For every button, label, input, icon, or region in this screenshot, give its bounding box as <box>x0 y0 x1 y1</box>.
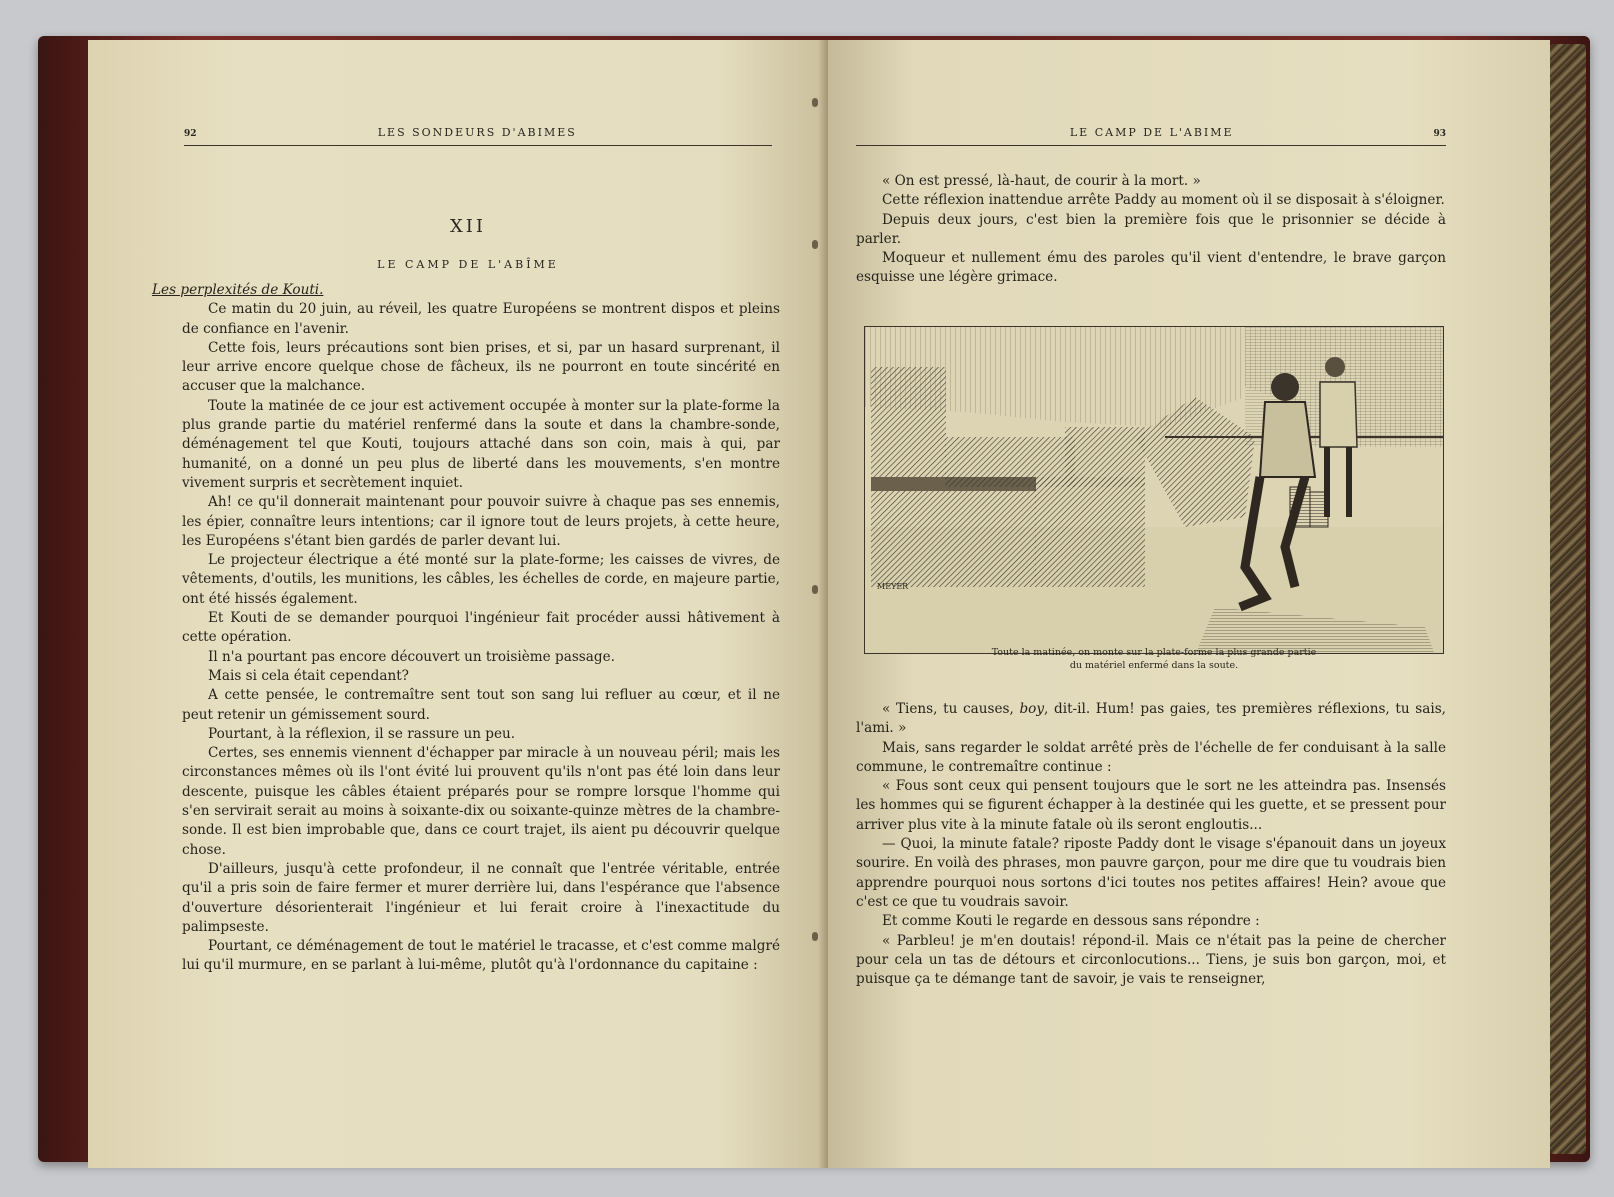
paragraph: Et Kouti de se demander pourquoi l'ingénieur fait procéder aussi hâtivement à cette opération. <box>182 610 780 646</box>
caption-line: Toute la matinée, on monte sur la plate-forme la plus grande partie <box>991 647 1317 658</box>
paragraph: « On est pressé, là-haut, de courir à la mort. » <box>882 173 1201 189</box>
paragraph: Pourtant, à la réflexion, il se rassure un peu. <box>208 725 516 742</box>
paragraph: Cette réflexion inattendue arrête Paddy au moment où il se disposait à s'éloigner. <box>882 192 1445 209</box>
left-page-number: 92 <box>184 129 197 139</box>
chapter-title: LE CAMP DE L'ABÎME <box>377 258 559 271</box>
binding-hole <box>812 585 818 594</box>
paragraph: Cette fois, leurs précautions sont bien prises, et si, par un hasard surprenant, il leur arrive encore quelque chose de fâcheux, ils ne pourront en toute sincérité en accuser que la malchance. <box>182 339 780 395</box>
engraving-drawing <box>865 327 1444 654</box>
paragraph: Ce matin du 20 juin, au réveil, les quatre Européens se montrent dispos et pleins de confiance en l'avenir. <box>182 301 780 337</box>
paragraph: Mais si cela était cependant? <box>208 667 409 684</box>
right-running-title: LE CAMP DE L'ABIME <box>1069 126 1234 139</box>
left-running-title: LES SONDEURS D'ABIMES <box>377 126 577 139</box>
paragraph: « Fous sont ceux qui pensent toujours que le sort ne les atteindra pas. Insensés les hommes qui se figurent échapper à la destinée qui les guette, et se pressent pour arriver plus vite à la minute fatale où ils seront engloutis... <box>856 778 1446 833</box>
paragraph-part: « Tiens, tu causes, <box>882 701 1020 717</box>
paragraph: Et comme Kouti le regarde en dessous sans répondre : <box>882 913 1260 930</box>
paragraph-part: , dit-il. Hum! pas gaies, tes premières réflexions, tu sais, l'ami. » <box>856 701 1447 737</box>
right-page <box>828 40 1550 1168</box>
paragraph <box>856 700 1446 739</box>
right-page-number: 93 <box>1433 129 1446 139</box>
binding-hole <box>812 98 818 107</box>
chapter-number: XII <box>449 216 487 237</box>
paragraph: — Quoi, la minute fatale? riposte Paddy dont le visage s'épanouit dans un joyeux sourire. En voilà des phrases, mon pauvre garçon, pour me dire que tu voudrais bien apprendre pourquoi nous sortons d'ici toutes nos petites affaires! Hein? avoue que c'est ce que tu voudrais savoir. <box>856 836 1446 910</box>
left-page <box>88 40 828 1168</box>
right-body-text-bottom <box>856 700 1446 989</box>
paragraph: Moqueur et nullement ému des paroles qu'il vient d'entendre, le brave garçon esquisse une légère grimace. <box>856 250 1446 286</box>
paragraph: Ah! ce qu'il donnerait maintenant pour pouvoir suivre à chaque pas ses ennemis, les épier, connaître leurs intentions; car il ignore tout de leurs projets, à cette heure, les Européens s'étant bien gardés de parler devant lui. <box>182 494 780 549</box>
paragraph: A cette pensée, le contremaître sent tout son sang lui refluer au cœur, et il ne peut retenir un gémissement sourd. <box>182 687 780 723</box>
side-heading: Les perplexités de Kouti. <box>152 282 324 298</box>
paragraph: Depuis deux jours, c'est bien la première fois que le prisonnier se décide à parler. <box>856 211 1446 247</box>
left-body-text <box>152 281 780 976</box>
binding-hole <box>812 932 818 941</box>
paragraph: Toute la matinée de ce jour est activement occupée à monter sur la plate-forme la plus grande partie du matériel renfermé dans la soute et dans la chambre-sonde, déménagement tel que Kouti, toujours attaché dans son coin, mais à qui, par humanité, on a donné un peu plus de liberté dans les mouvements, s'en montre vivement surpris et secrètement inquiet. <box>182 397 780 491</box>
caption-line: du matériel enfermé dans la soute. <box>1069 660 1239 671</box>
paragraph: Pourtant, ce déménagement de tout le matériel le tracasse, et c'est comme malgré lui qu'il murmure, en se parlant à lui-même, plutôt qu'à l'ordonnance du capitaine : <box>182 938 780 974</box>
right-body-text-top <box>856 172 1446 288</box>
marbled-page-edge <box>1550 44 1586 1154</box>
paragraph: Le projecteur électrique a été monté sur la plate-forme; les caisses de vivres, de vêtements, d'outils, les munitions, les câbles, les échelles de corde, en majeure partie, ont été hissés également. <box>182 552 780 607</box>
right-running-head <box>856 126 1446 146</box>
left-running-head <box>184 126 772 146</box>
paragraph: Il n'a pourtant pas encore découvert un troisième passage. <box>208 648 615 665</box>
paragraph: « Parbleu! je m'en doutais! répond-il. Mais ce n'était pas la peine de chercher pour cela un tas de détours et circonlocutions... Tiens, je suis bon garçon, moi, et puisque ça te démange tant de savoir, je vais te renseigner, <box>856 932 1446 988</box>
paragraph: D'ailleurs, jusqu'à cette profondeur, il ne connaît que l'entrée véritable, entrée qu'il a pris soin de faire fermer et murer derrière lui, dans l'espérance que l'absence d'ouverture désorienterait l'ingénieur et lui ferait croire à l'inexactitude du palimpseste. <box>182 860 780 935</box>
illustration-caption <box>864 646 1444 672</box>
paragraph: Certes, ses ennemis viennent d'échapper par miracle à un nouveau péril; mais les circonstances mêmes où ils l'ont évité lui prouvent qu'ils n'ont pas été loin dans leur descente, puisque les câbles étaient préparés pour se rompre lorsque l'homme qui s'en servirait serait au moins à soixante-dix ou soixante-quinze mètres de la chambre-sonde. Il est bien improbable que, dans ce court trajet, ils aient pu découvrir quelque chose. <box>182 745 780 858</box>
engraving-illustration <box>864 326 1444 654</box>
paragraph: Mais, sans regarder le soldat arrêté près de l'échelle de fer conduisant à la salle commune, le contremaître continue : <box>856 739 1446 775</box>
italic-word: boy <box>1019 701 1045 717</box>
illustration-signature: MEYER <box>877 582 909 591</box>
binding-hole <box>812 240 818 249</box>
